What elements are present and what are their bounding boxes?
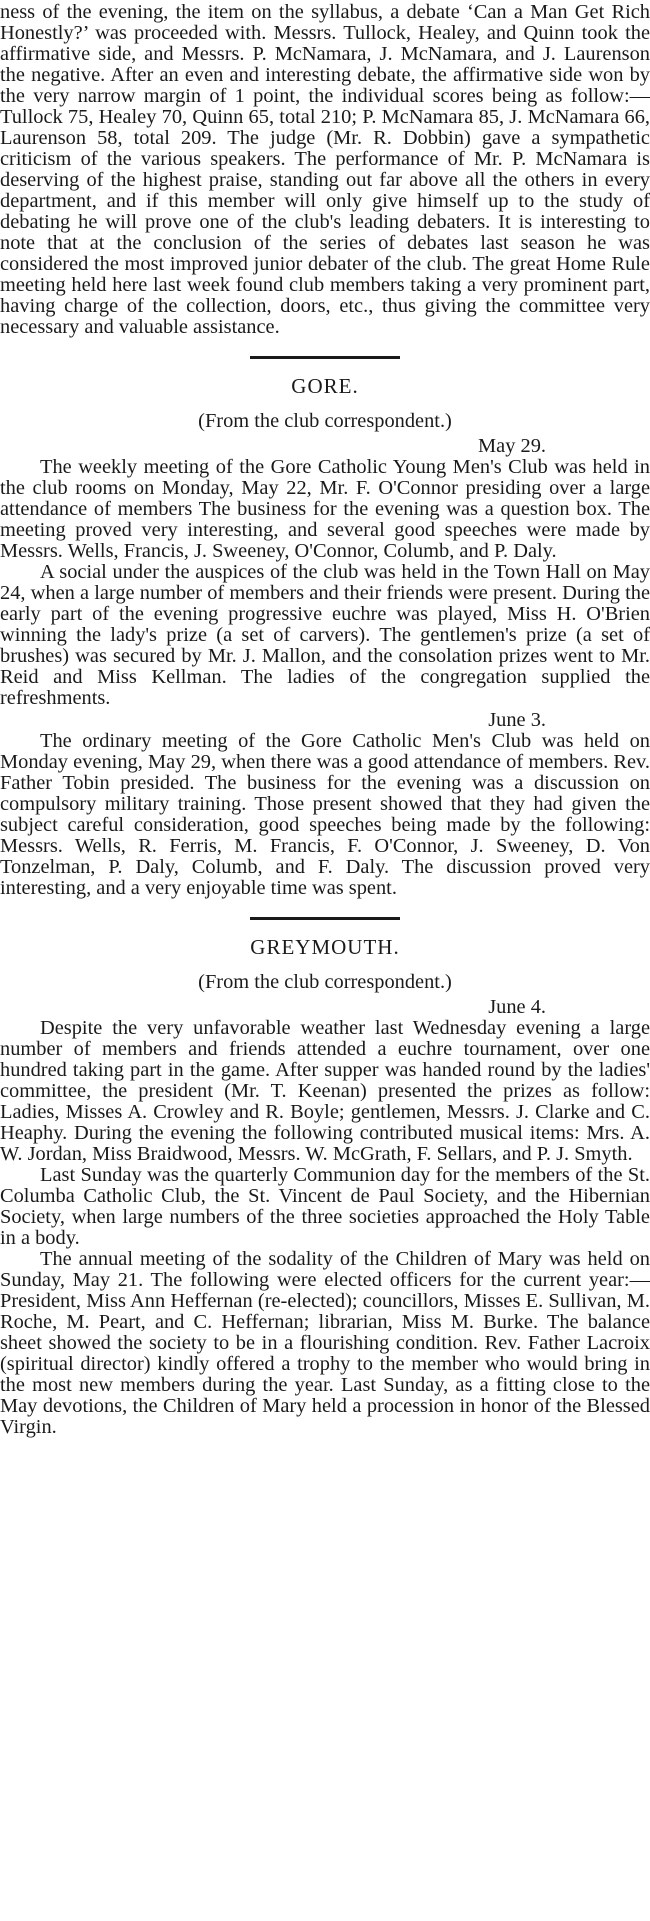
debate-report-paragraph: ness of the evening, the item on the syllabus, a debate ‘Can a Man Get Rich Honestly?’ was proceeded with. Messrs. Tullock, Healey, and Quinn took the affirmative side, and Messrs. P. McNamara, J. McNamara, and J. Laurenson the negative. After an even and interesting debate, the affirmative side won by the very narrow margin of 1 point, the individual scores being as follow:—Tullock 75, Healey 70, Quinn 65, total 210; P. McNamara 85, J. McNamara 66, Laurenson 58, total 209. The judge (Mr. R. Dobbin) gave a sympathetic criticism of the various speakers. The performance of Mr. P. McNamara is deserving of the highest praise, standing out far above all the others in every department, and if this member will only give himself up to the study of debating he will prove one of the club's leading debaters. It is interesting to note that at the conclusion of the series of debates last season he was considered the most improved junior debater of the club. The great Home Rule meeting held here last week found club members taking a very prominent part, having charge of the collection, doors, etc., thus giving the committee very necessary and valuable assistance. [0, 1, 650, 338]
section-divider [250, 356, 400, 359]
gore-heading: GORE. [291, 374, 359, 398]
gore-dateline-2: June 3. [488, 709, 546, 731]
gore-paragraph-3: The ordinary meeting of the Gore Catholic Men's Club was held on Monday evening, May 29, when there was a good attendance of members. Rev. Father Tobin presided. The business for the evening was a discussion on compulsory military training. Those present showed that they had given the subject careful consideration, good speeches being made by the following: Messrs. Wells, R. Ferris, M. Francis, F. O'Connor, J. Sweeney, D. Von Tonzelman, P. Daly, Columb, and F. Daly. The discussion proved very interesting, and a very enjoyable time was spent. [0, 730, 650, 899]
gore-byline: (From the club correspondent.) [198, 410, 452, 432]
greymouth-paragraph-2: Last Sunday was the quarterly Communion day for the members of the St. Columba Catholic Club, the St. Vincent de Paul Society, and the Hibernian Society, when large numbers of the three societies approached the Holy Table in a body. [0, 1164, 650, 1249]
gore-dateline-1: May 29. [478, 435, 546, 457]
greymouth-paragraph-3: The annual meeting of the sodality of the Children of Mary was held on Sunday, May 21. The following were elected officers for the current year:—President, Miss Ann Heffernan (re-elected); councillors, Misses E. Sullivan, M. Roche, M. Peart, and C. Heffernan; librarian, Miss M. Burke. The balance sheet showed the society to be in a flourishing condition. Rev. Father Lacroix (spiritual director) kindly offered a trophy to the member who would bring in the most new members during the year. Last Sunday, as a fitting close to the May devotions, the Children of Mary held a procession in honor of the Blessed Virgin. [0, 1248, 650, 1438]
greymouth-byline: (From the club correspondent.) [198, 971, 452, 993]
gore-paragraph-1: The weekly meeting of the Gore Catholic Young Men's Club was held in the club rooms on Monday, May 22, Mr. F. O'Connor presiding over a large attendance of members The business for the evening was a question box. The meeting proved very interesting, and several good speeches were made by Messrs. Wells, Francis, J. Sweeney, O'Connor, Columb, and P. Daly. [0, 456, 650, 562]
gore-paragraph-2: A social under the auspices of the club was held in the Town Hall on May 24, when a large number of members and their friends were present. During the early part of the evening progressive euchre was played, Miss H. O'Brien winning the lady's prize (a set of carvers). The gentlemen's prize (a set of brushes) was secured by Mr. J. Mallon, and the consolation prizes went to Mr. Reid and Miss Kellman. The ladies of the congregation supplied the refreshments. [0, 561, 650, 709]
section-divider [250, 917, 400, 920]
greymouth-paragraph-1: Despite the very unfavorable weather last Wednesday evening a large number of members and friends attended a euchre tournament, over one hundred taking part in the game. After supper was handed round by the ladies' committee, the president (Mr. T. Keenan) presented the prizes as follow: Ladies, Misses A. Crowley and R. Boyle; gentlemen, Messrs. J. Clarke and C. Heaphy. During the evening the following contributed musical items: Mrs. A. W. Jordan, Miss Braidwood, Messrs. W. McGrath, F. Sellars, and P. J. Smyth. [0, 1017, 650, 1165]
greymouth-heading: GREYMOUTH. [250, 935, 400, 959]
gore-section [0, 373, 650, 899]
greymouth-dateline-1: June 4. [488, 996, 546, 1018]
greymouth-section [0, 934, 650, 1438]
